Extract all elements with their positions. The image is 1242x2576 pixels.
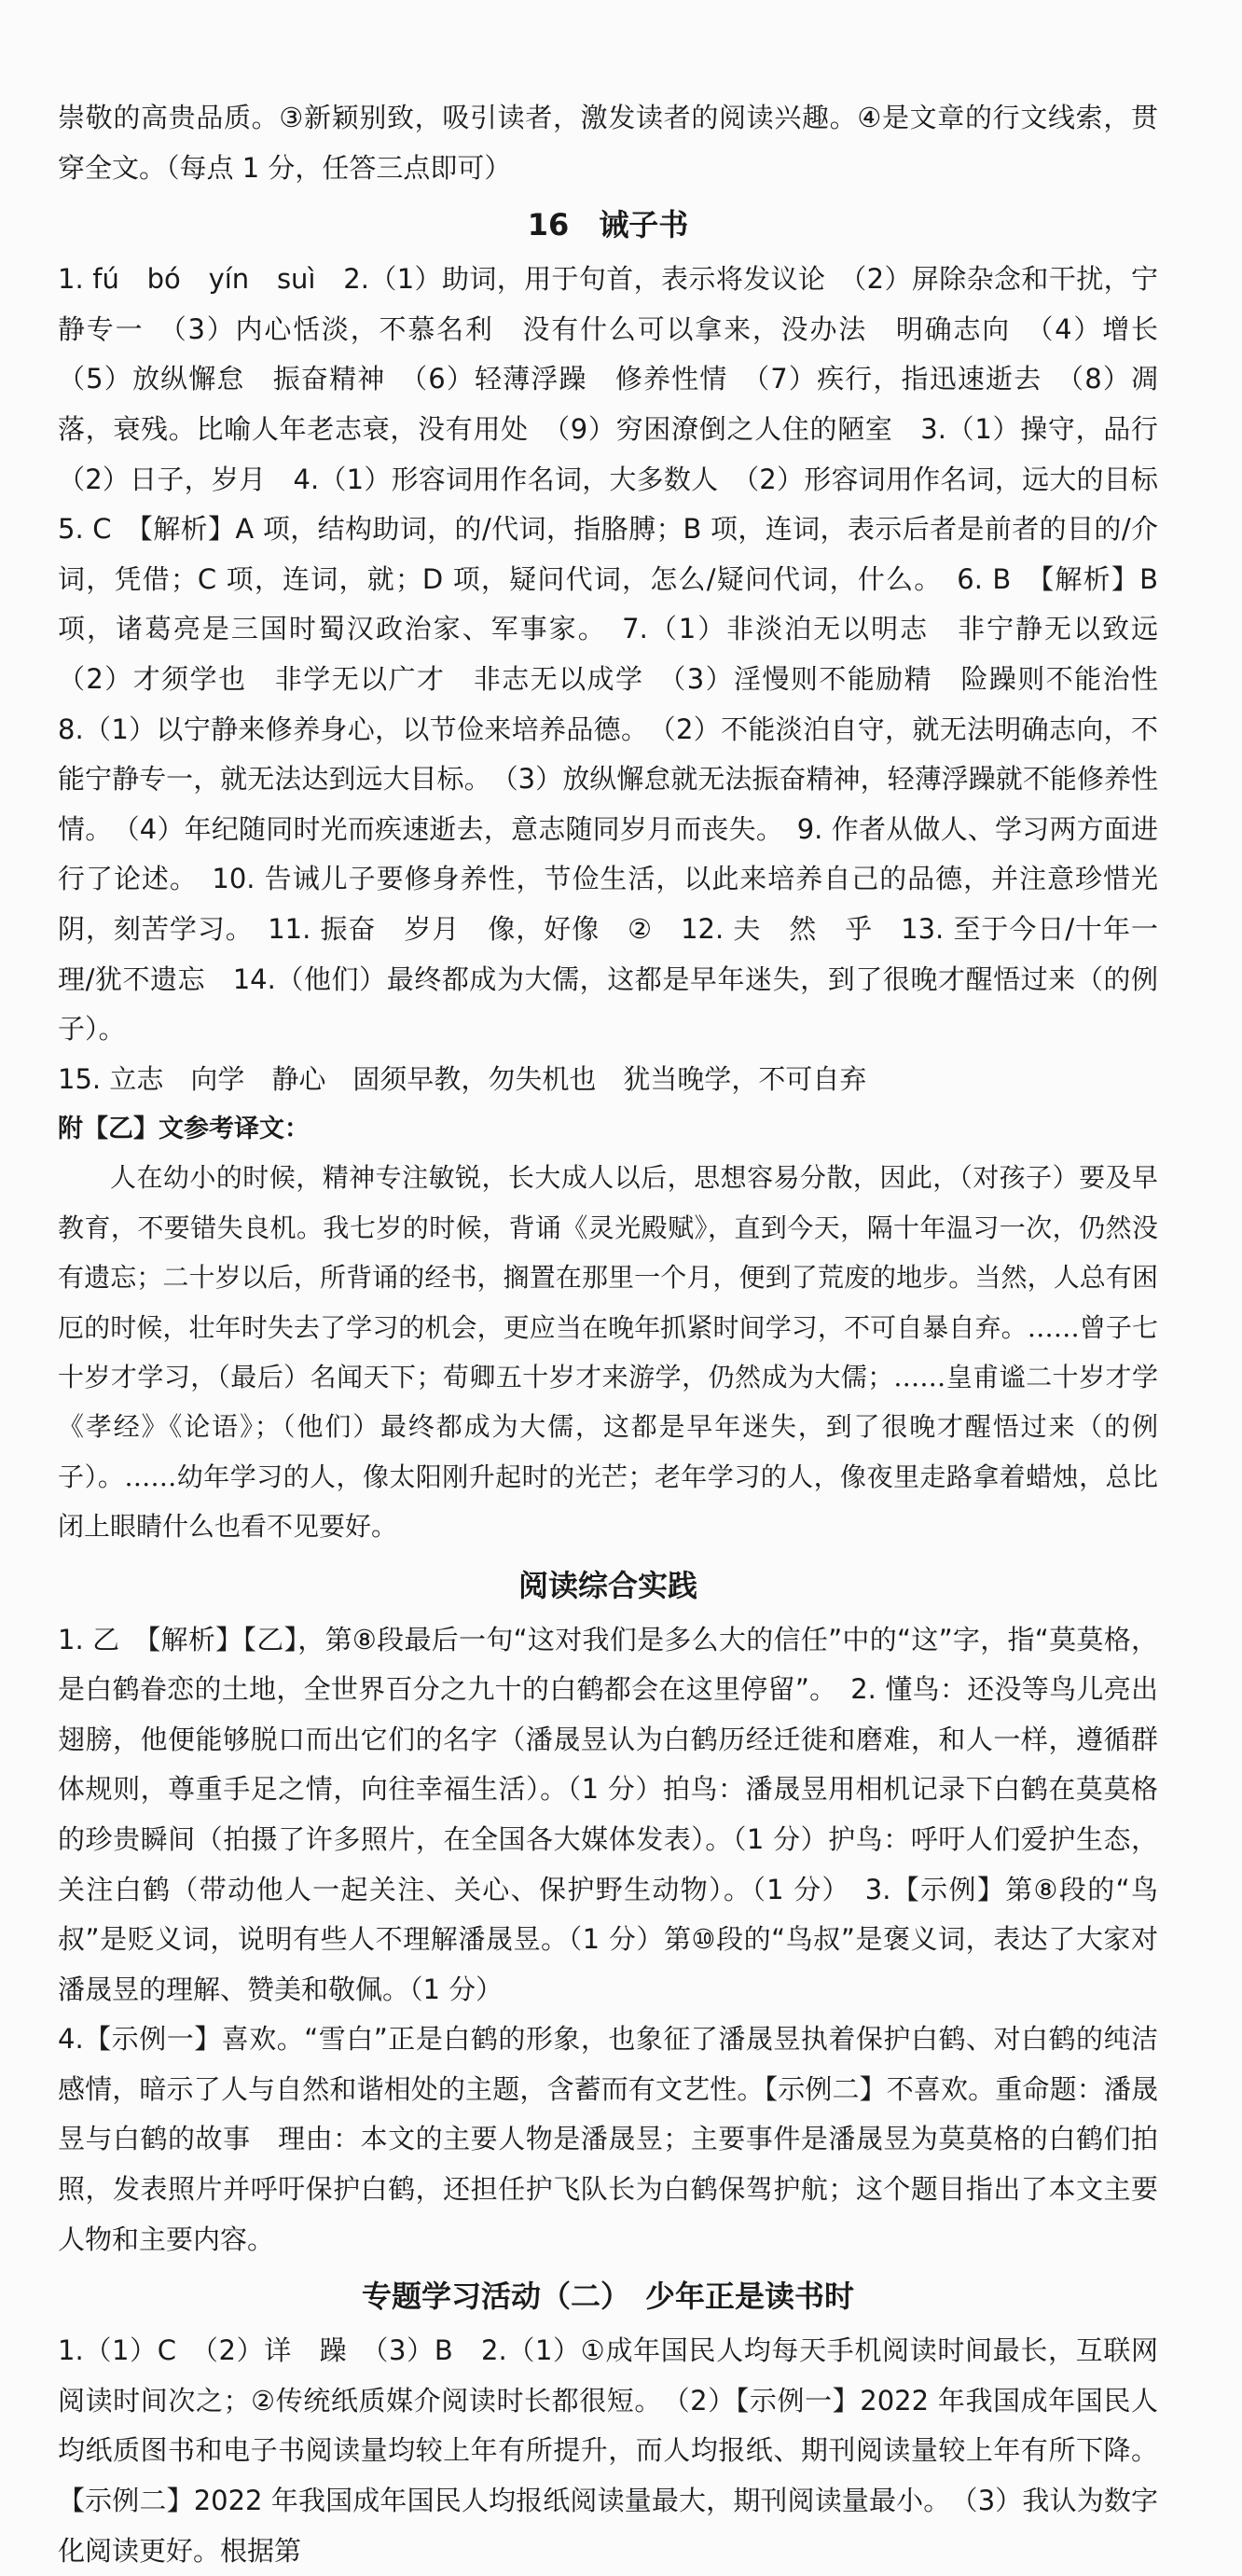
reading-practice-answers: 1. 乙 【解析】【乙】，第⑧段最后一句“这对我们是多么大的信任”中的“这”字，指“莫莫格，是白鹤眷恋的土地，全世界百分之九十的白鹤都会在这里停留”。 2. 懂鸟：还没等鸟儿亮出翅膀，他便能够脱口而出它们的名字（潘晟昱认为白鹤历经迁徙和磨难，和人一样，遵循群体规则，尊重手足之情，向往幸福生活）。（1 分）拍鸟：潘晟昱用相机记录下白鹤在莫莫格的珍贵瞬间（拍摄了许多照片，在全国各大媒体发表）。（1 分）护鸟：呼吁人们爱护生态，关注白鹤（带动他人一起关注、关心、保护野生动物）。（1 分） 3.【示例】第⑧段的“鸟叔”是贬义词，说明有些人不理解潘晟昱。（1 分）第⑩段的“鸟叔”是褒义词，表达了大家对潘晟昱的理解、赞美和敬佩。（1 分） <box>58 1623 1158 2005</box>
activity-title: 专题学习活动（二） 少年正是读书时 <box>361 2278 854 2315</box>
reading-practice-answers-4: 4.【示例一】喜欢。“雪白”正是白鹤的形象，也象征了潘晟昱执着保护白鹤、对白鹤的纯洁感情，暗示了人与自然和谐相处的主题，含蓄而有文艺性。【示例二】不喜欢。重命题：潘晟昱与白鹤的故事 理由：本文的主要人物是潘晟昱；主要事件是潘晟昱为莫莫格的白鹤们拍照，发表照片并呼吁保护白鹤，还担任护飞队长为白鹤保驾护航；这个题目指出了本文主要人物和主要内容。 <box>58 2023 1158 2255</box>
translation-text: 人在幼小的时候，精神专注敏锐，长大成人以后，思想容易分散，因此，（对孩子）要及早教育，不要错失良机。我七岁的时候，背诵《灵光殿赋》，直到今天，隔十年温习一次，仍然没有遗忘；二十岁以后，所背诵的经书，搁置在那里一个月，便到了荒废的地步。当然，人总有困厄的时候，壮年时失去了学习的机会，更应当在晚年抓紧时间学习，不可自暴自弃。……曾子七十岁才学习，（最后）名闻天下；荀卿五十岁才来游学，仍然成为大儒；……皇甫谧二十岁才学《孝经》《论语》；（他们）最终都成为大儒，这都是早年迷失，到了很晚才醒悟过来（的例子）。……幼年学习的人，像太阳刚升起时的光芒；老年学习的人，像夜里走路拿着蜡烛，总比闭上眼睛什么也看不见要好。 <box>58 1162 1158 1543</box>
translation-heading: 附【乙】文参考译文： <box>58 1115 310 1144</box>
section-16-title: 16 诫子书 <box>527 207 689 243</box>
reading-practice-title: 阅读综合实践 <box>518 1567 697 1603</box>
section-16-answers-15: 15. 立志 向学 静心 固须早教，勿失机也 犹当晚学，不可自弃 <box>58 1062 867 1095</box>
activity-answers: 1.（1）C （2）详 躁 （3）B 2.（1）①成年国民人均每天手机阅读时间最长，互联网阅读时间次之；②传统纸质媒介阅读时长都很短。 （2）【示例一】2022 年我国成年国民人均纸质图书和电子书阅读量均较上年有所提升，而人均报纸、期刊阅读量较上年有所下降。【示例二】2022 年我国成年国民人均报纸阅读量最大，期刊阅读量最小。 （3）我认为数字化阅读更好。根据第 <box>58 2334 1158 2567</box>
intro-paragraph: 崇敬的高贵品质。③新颖别致，吸引读者，激发读者的阅读兴趣。④是文章的行文线索，贯穿全文。（每点 1 分，任答三点即可） <box>58 102 1158 184</box>
section-16-answers: 1. fú bó yín suì 2.（1）助词，用于句首，表示将发议论 （2）屏除杂念和干扰，宁静专一 （3）内心恬淡，不慕名利 没有什么可以拿来，没办法 明确志向 （4）增长 （5）放纵懈怠 振奋精神 （6）轻薄浮躁 修养性情 （7）疾行，指迅速逝去 （8）凋落，衰残。比喻人年老志衰，没有用处 （9）穷困潦倒之人住的陋室 3.（1）操守，品行 （2）日子，岁月 4.（1）形容词用作名词，大多数人 （2）形容词用作名词，远大的目标 5. C 【解析】A 项，结构助词，的/代词，指胳膊；B 项，连词，表示后者是前者的目的/介词，凭借；C 项，连词，就；D 项，疑问代词，怎么/疑问代词，什么。 6. B 【解析】B 项，诸葛亮是三国时蜀汉政治家、军事家。 7.（1）非淡泊无以明志 非宁静无以致远 （2）才须学也 非学无以广才 非志无以成学 （3）淫慢则不能励精 险躁则不能治性 8.（1）以宁静来修养身心，以节俭来培养品德。 （2）不能淡泊自守，就无法明确志向，不能宁静专一，就无法达到远大目标。 （3）放纵懈怠就无法振奋精神，轻薄浮躁就不能修养性情。 （4）年纪随同时光而疾速逝去，意志随同岁月而丧失。 9. 作者从做人、学习两方面进行了论述。 10. 告诫儿子要修身养性，节俭生活，以此来培养自己的品德，并注意珍惜光阴，刻苦学习。 11. 振奋 岁月 像，好像 ② 12. 夫 然 乎 13. 至于今日/十年一理/犹不遗忘 14.（他们）最终都成为大儒，这都是早年迷失，到了很晚才醒悟过来（的例子）。 <box>58 263 1186 1046</box>
